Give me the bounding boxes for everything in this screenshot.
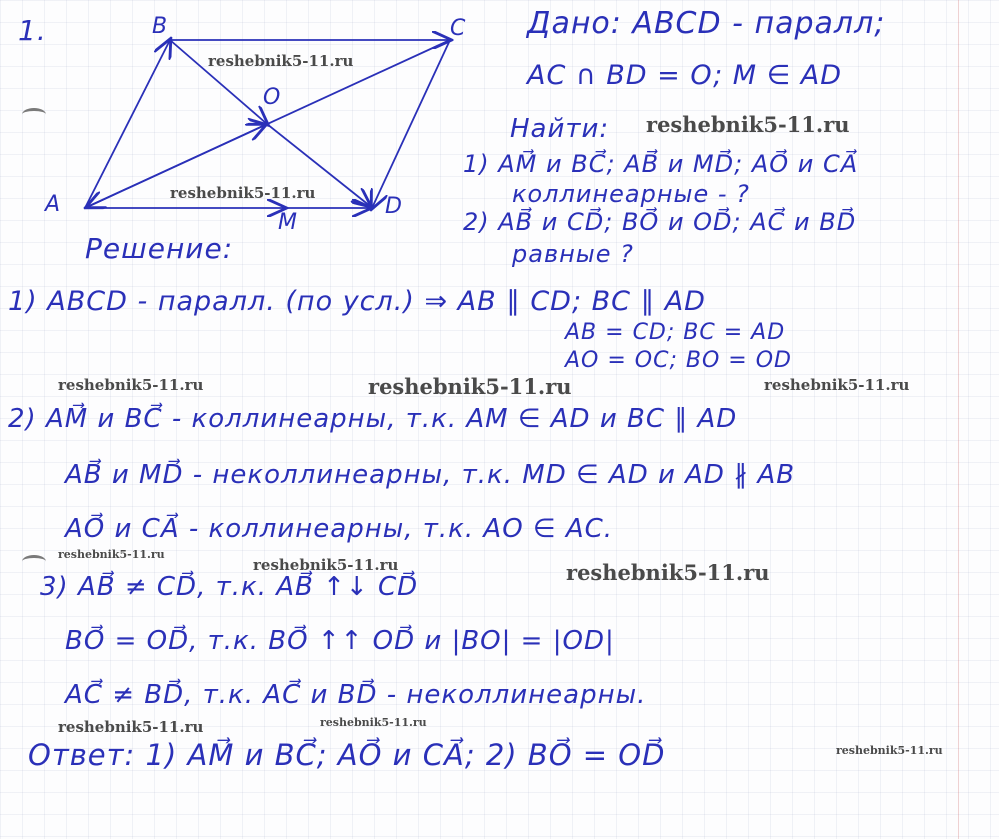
solution-step-1-line-2: AB = CD; BC = AD — [565, 320, 786, 345]
point-label-D: D — [385, 194, 402, 219]
answer-line: Ответ: 1) AM⃗ и BC⃗; AO⃗ и CA⃗; 2) BO⃗ = OD⃗ — [28, 738, 666, 772]
watermark: reshebnik5-11.ru — [253, 556, 399, 574]
point-label-C: C — [450, 16, 466, 41]
watermark: reshebnik5-11.ru — [566, 560, 770, 585]
watermark: reshebnik5-11.ru — [58, 548, 165, 561]
watermark: reshebnik5-11.ru — [58, 718, 204, 736]
solution-step-1-line-1: 1) ABCD - паралл. (по усл.) ⇒ AB ∥ CD; BC ∥ AD — [8, 286, 706, 317]
solution-step-1-line-3: AO = OC; BO = OD — [565, 348, 792, 373]
watermark: reshebnik5-11.ru — [170, 184, 316, 202]
watermark: reshebnik5-11.ru — [368, 374, 572, 399]
find-question-1-line-2: коллинеарные - ? — [512, 180, 750, 208]
solution-step-3-line-1: 3) AB⃗ ≠ CD⃗, т.к. AB⃗ ↑↓ CD⃗ — [40, 572, 419, 602]
solution-step-2-line-2: AB⃗ и MD⃗ - неколлинеарны, т.к. MD ∈ AD и AD ∦ AB — [65, 460, 796, 490]
point-label-B: B — [152, 14, 168, 39]
watermark: reshebnik5-11.ru — [208, 52, 354, 70]
solution-step-3-line-2: BO⃗ = OD⃗, т.к. BO⃗ ↑↑ OD⃗ и |BO| = |OD| — [65, 626, 615, 656]
watermark: reshebnik5-11.ru — [764, 376, 910, 394]
watermark: reshebnik5-11.ru — [58, 376, 204, 394]
find-question-2-line-2: равные ? — [512, 240, 634, 268]
solution-step-2-line-3: AO⃗ и CA⃗ - коллинеарны, т.к. AO ∈ AC. — [65, 514, 614, 544]
find-heading: Найти: — [510, 114, 610, 144]
solution-step-3-line-3: AC⃗ ≠ BD⃗, т.к. AC⃗ и BD⃗ - неколлинеарны. — [65, 680, 647, 710]
watermark: reshebnik5-11.ru — [320, 716, 427, 729]
point-label-A: A — [45, 192, 61, 217]
point-label-O: O — [263, 85, 281, 110]
watermark: reshebnik5-11.ru — [836, 744, 943, 757]
vector-AB — [85, 40, 170, 208]
given-line-2: AC ∩ BD = O; M ∈ AD — [527, 60, 843, 91]
given-line-1: Дано: ABCD - паралл; — [527, 6, 886, 41]
solution-heading: Решение: — [85, 232, 234, 265]
find-question-1-line-1: 1) AM⃗ и BC⃗; AB⃗ и MD⃗; AO⃗ и CA⃗ — [463, 150, 859, 178]
point-label-M: M — [278, 210, 297, 235]
problem-number: 1. — [18, 14, 47, 47]
vector-CD — [372, 40, 450, 208]
find-question-2-line-1: 2) AB⃗ и CD⃗; BO⃗ и OD⃗; AC⃗ и BD⃗ — [463, 208, 857, 236]
watermark: reshebnik5-11.ru — [646, 112, 850, 137]
solution-step-2-line-1: 2) AM⃗ и BC⃗ - коллинеарны, т.к. AM ∈ AD и BC ∥ AD — [8, 404, 738, 434]
